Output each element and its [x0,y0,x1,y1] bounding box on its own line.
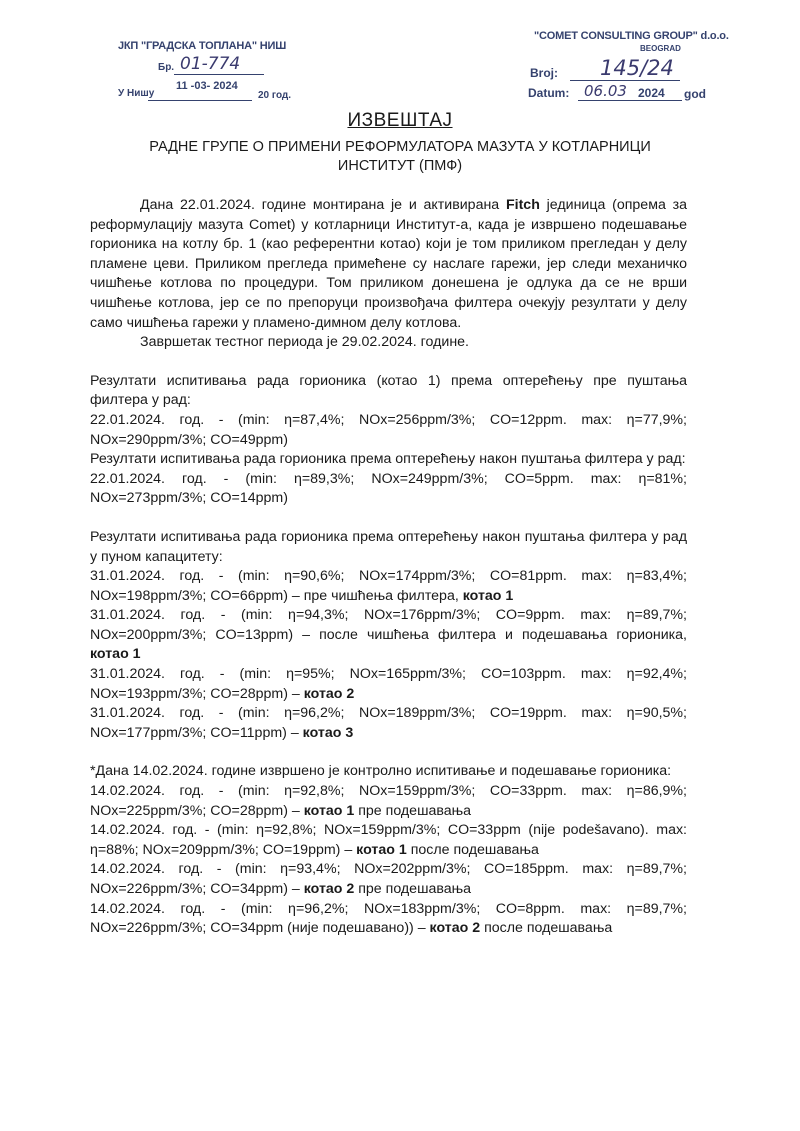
text-run: 31.01.2024. год. - (min: η=90,6%; NOx=174ppm/3%; CO=81ppm. max: η=83,4%; NOx=198ppm/3%; CO=66ppm) – пре чишћења филтера, [90,568,687,604]
stamp-number-value: 01-774 [180,54,241,74]
section-3-result [90,567,687,606]
test-end-paragraph: Завршетак тестног периода је 29.02.2024. године. [140,334,469,351]
stamp-number-label: Бр. [158,62,175,73]
text-run: јединица (опрема за реформулацију мазута Comet) у котларници Институт-а, када је извршено подешавање горионика на котлу бр. 1 (као референтни котао) који је том приликом прегледан у делу пламене цеви. Приликом прегледа примећене су наслаге гарежи, јер следи механичко чишћење котлова по процедури. Том приликом донешена је одлука да се не врши чишћење котлова, јер се по препоруци произвођача филтера очекују резултати у делу само чишћења гарежи у пламено-димном делу котлова. [90,197,687,331]
stamp-underline [148,100,252,101]
text-run-bold: котао 2 [303,685,355,702]
text-run: 14.02.2024. год. - (min: η=92,8%; NOx=159ppm/3%; CO=33ppm. max: η=86,9%; NOx=225ppm/3%; CO=28ppm) – [90,783,687,819]
text-run: после подешавања [406,841,539,858]
text-run: 14.02.2024. год. - (min: η=96,2%; NOx=183ppm/3%; CO=8ppm. max: η=89,7%; NOx=226ppm/3%; CO=34ppm (није подешавано)) – [90,900,687,937]
text-run-bold: котао 2 [429,920,481,937]
stamp-underline [578,100,682,101]
section-4-result [90,900,687,939]
text-run: 31.01.2024. год. - (min: η=94,3%; NOx=176ppm/3%; CO=9ppm. max: η=89,7%; NOx=200ppm/3%; CO=13ppm) – после чишћења филтера и подешавања горионика, [90,607,687,643]
text-run-bold: котао 2 [303,881,355,897]
stamp-date-value: 06.03 [584,82,627,100]
text-run-bold: котао 3 [302,724,354,741]
section-4-heading: *Дана 14.02.2024. године извршено је контролно испитивање и подешавање горионика: [90,763,672,780]
section-1-heading: Резултати испитивања рада горионика (котао 1) према оптерећењу пре пуштања филтера у рад: [90,372,687,409]
text-run: 31.01.2024. год. - (min: η=96,2%; NOx=189ppm/3%; CO=19ppm. max: η=90,5%; NOx=177ppm/3%; CO=11ppm) – [90,705,687,741]
section-4-result [90,860,687,899]
stamp-year-label [258,90,291,101]
stamp-city-label: У Нишу [118,88,155,99]
text-run-bold: котао 1 [303,802,355,819]
stamp-year: 2024 [638,86,665,100]
intro-paragraph [90,196,687,333]
stamp-number-label: Broj: [530,66,558,80]
document-title: ИЗВЕШТАЈ [347,110,453,131]
text-run: 14.02.2024. год. - (min: η=93,4%; NOx=202ppm/3%; CO=185ppm. max: η=89,7%; NOx=226ppm/3%; CO=34ppm) – [90,861,687,897]
text-run: 31.01.2024. год. - (min: η=95%; NOx=165ppm/3%; CO=103ppm. max: η=92,4%; NOx=193ppm/3%; CO=28ppm) – [90,666,687,702]
text-run: Дана 22.01.2024. године монтирана је и активирана [140,197,506,213]
text-run: пре подешавања [354,881,472,897]
stamp-underline [174,74,264,75]
document-subtitle: РАДНЕ ГРУПЕ О ПРИМЕНИ РЕФОРМУЛАТОРА МАЗУТА У КОТЛАРНИЦИ ИНСТИТУТ (ПМФ) [149,139,651,174]
document-body [90,196,687,939]
stamp-number-value: 145/24 [600,56,674,80]
text-run: пре подешавања [354,802,472,819]
section-4-result [90,782,687,821]
text-run-bold: котао 1 [462,587,514,604]
text-run: 14.02.2024. год. - (min: η=92,8%; NOx=159ppm/3%; CO=33ppm (nije podešavano). max: η=88%; NOx=209ppm/3%; CO=19ppm) – [90,822,687,858]
text-run: после подешавања [480,920,613,937]
stamp-god-label: год. [271,90,292,101]
section-3-result [90,665,687,704]
stamp-underline [570,80,680,81]
stamp-organization: "COMET CONSULTING GROUP" d.o.o. [534,30,729,42]
text-run-bold: котао 1 [90,646,141,663]
text-run-bold: Fitch [505,197,540,213]
section-3-result [90,704,687,743]
section-2-result: 22.01.2024. год. - (min: η=89,3%; NOx=249ppm/3%; CO=5ppm. max: η=81%; NOx=273ppm/3%; CO=14ppm) [90,470,687,507]
section-3-heading: Резултати испитивања рада горионика према оптерећењу након пуштања филтера у рад у пуном капацитету: [90,528,687,565]
stamp-date-value: 11 -03- 2024 [176,80,238,92]
section-3-result [90,606,687,665]
section-4-result [90,821,687,860]
section-1-result: 22.01.2024. год. - (min: η=87,4%; NOx=256ppm/3%; CO=12ppm. max: η=77,9%; NOx=290ppm/3%; CO=49ppm) [90,411,687,448]
stamp-god-label: god [684,87,706,101]
text-run-bold: котао 1 [356,841,407,858]
stamp-year-suffix: 20 [258,90,270,101]
section-2-heading: Резултати испитивања рада горионика према оптерећењу након пуштања филтера у рад: [90,451,686,468]
stamp-date-label: Datum: [528,86,570,100]
stamp-organization: ЈКП "ГРАДСКА ТОПЛАНА" НИШ [118,40,287,52]
stamp-city: BEOGRAD [640,44,681,53]
